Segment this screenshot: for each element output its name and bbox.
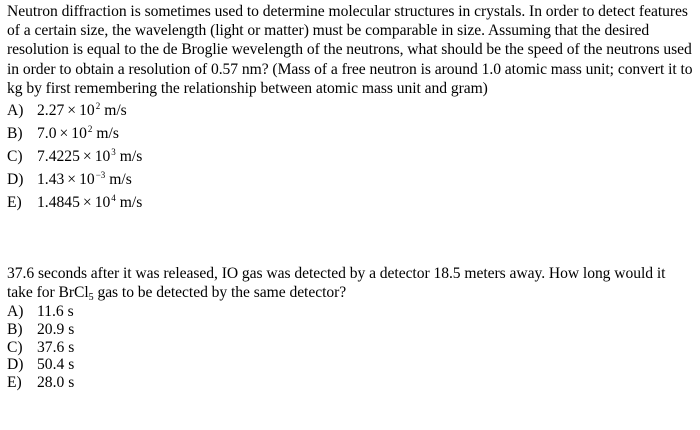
choice-unit: m/s [119, 194, 143, 212]
times-sign: × [82, 194, 92, 212]
formula-subscript: 5 [88, 292, 94, 304]
choice-letter: A) [7, 303, 24, 321]
choice-b [7, 321, 695, 339]
choice-e [7, 374, 695, 392]
answer-choices [7, 303, 695, 391]
choice-d [7, 168, 695, 191]
choice-unit: m/s [119, 148, 143, 166]
choice-b [7, 122, 695, 145]
choice-value: 20.9 s [37, 321, 75, 338]
choice-base: 10 [79, 102, 95, 120]
times-sign: × [67, 102, 77, 120]
choice-mantissa: 2.27 [37, 102, 65, 120]
choice-mantissa: 1.4845 [37, 194, 80, 212]
choice-exponent: 3 [111, 147, 116, 158]
choice-mantissa: 7.0 [37, 125, 57, 143]
choice-base: 10 [94, 194, 111, 212]
choice-letter: B) [7, 321, 23, 338]
times-sign: × [67, 171, 77, 189]
times-sign: × [59, 125, 69, 143]
choice-d [7, 356, 695, 374]
choice-letter: D) [7, 171, 24, 189]
choice-value: 50.4 s [37, 356, 75, 374]
choice-value: 11.6 s [37, 303, 74, 321]
choice-exponent: 4 [111, 193, 116, 204]
choice-a [7, 303, 695, 321]
choice-value: 37.6 s [37, 338, 75, 356]
choice-mantissa: 1.43 [37, 171, 65, 189]
choice-value: 28.0 s [37, 373, 75, 391]
choice-base: 10 [79, 171, 95, 189]
choice-unit: m/s [104, 102, 127, 120]
choice-base: 10 [94, 148, 111, 166]
stem-text-before: 37.6 seconds after it was released, IO gas was detected by a detector 18.5 meters away. How long would it take for BrCl [7, 265, 666, 302]
choice-letter: D) [7, 356, 24, 374]
question-neutron-diffraction [7, 2, 695, 214]
choice-letter: C) [7, 148, 23, 166]
choice-letter: E) [7, 373, 22, 391]
choice-exponent: 2 [87, 124, 93, 135]
times-sign: × [82, 148, 92, 166]
choice-letter: E) [7, 194, 22, 212]
choice-unit: m/s [109, 171, 132, 189]
choice-unit: m/s [96, 125, 119, 143]
choice-letter: B) [7, 125, 23, 143]
choice-base: 10 [71, 125, 87, 143]
choice-letter: C) [7, 338, 23, 356]
question-stem: Neutron diffraction is sometimes used to determine molecular structures in crystals. In order to detect features of a certain size, the wavelength (light or matter) must be comparable in size. Assuming that the desired resolution is equal to the de Broglie wevelength of the neutrons, what should be the speed of the neutrons used in order to obtain a resolution of 0.57 nm? (Mass of a free neutron is around 1.0 atomic mass unit; convert it to kg by first remembering the relationship between atomic mass unit and gram) [7, 3, 693, 97]
question-stem [7, 264, 695, 302]
choice-exponent: 2 [95, 101, 101, 112]
answer-choices [7, 99, 695, 214]
stem-text-after: gas to be detected by the same detector? [93, 284, 347, 302]
choice-c [7, 145, 695, 168]
choice-letter: A) [7, 102, 24, 120]
choice-exponent: −3 [95, 170, 106, 181]
question-effusion [7, 264, 695, 391]
choice-mantissa: 7.4225 [37, 148, 80, 166]
choice-a [7, 99, 695, 122]
choice-e [7, 191, 695, 214]
choice-c [7, 339, 695, 357]
